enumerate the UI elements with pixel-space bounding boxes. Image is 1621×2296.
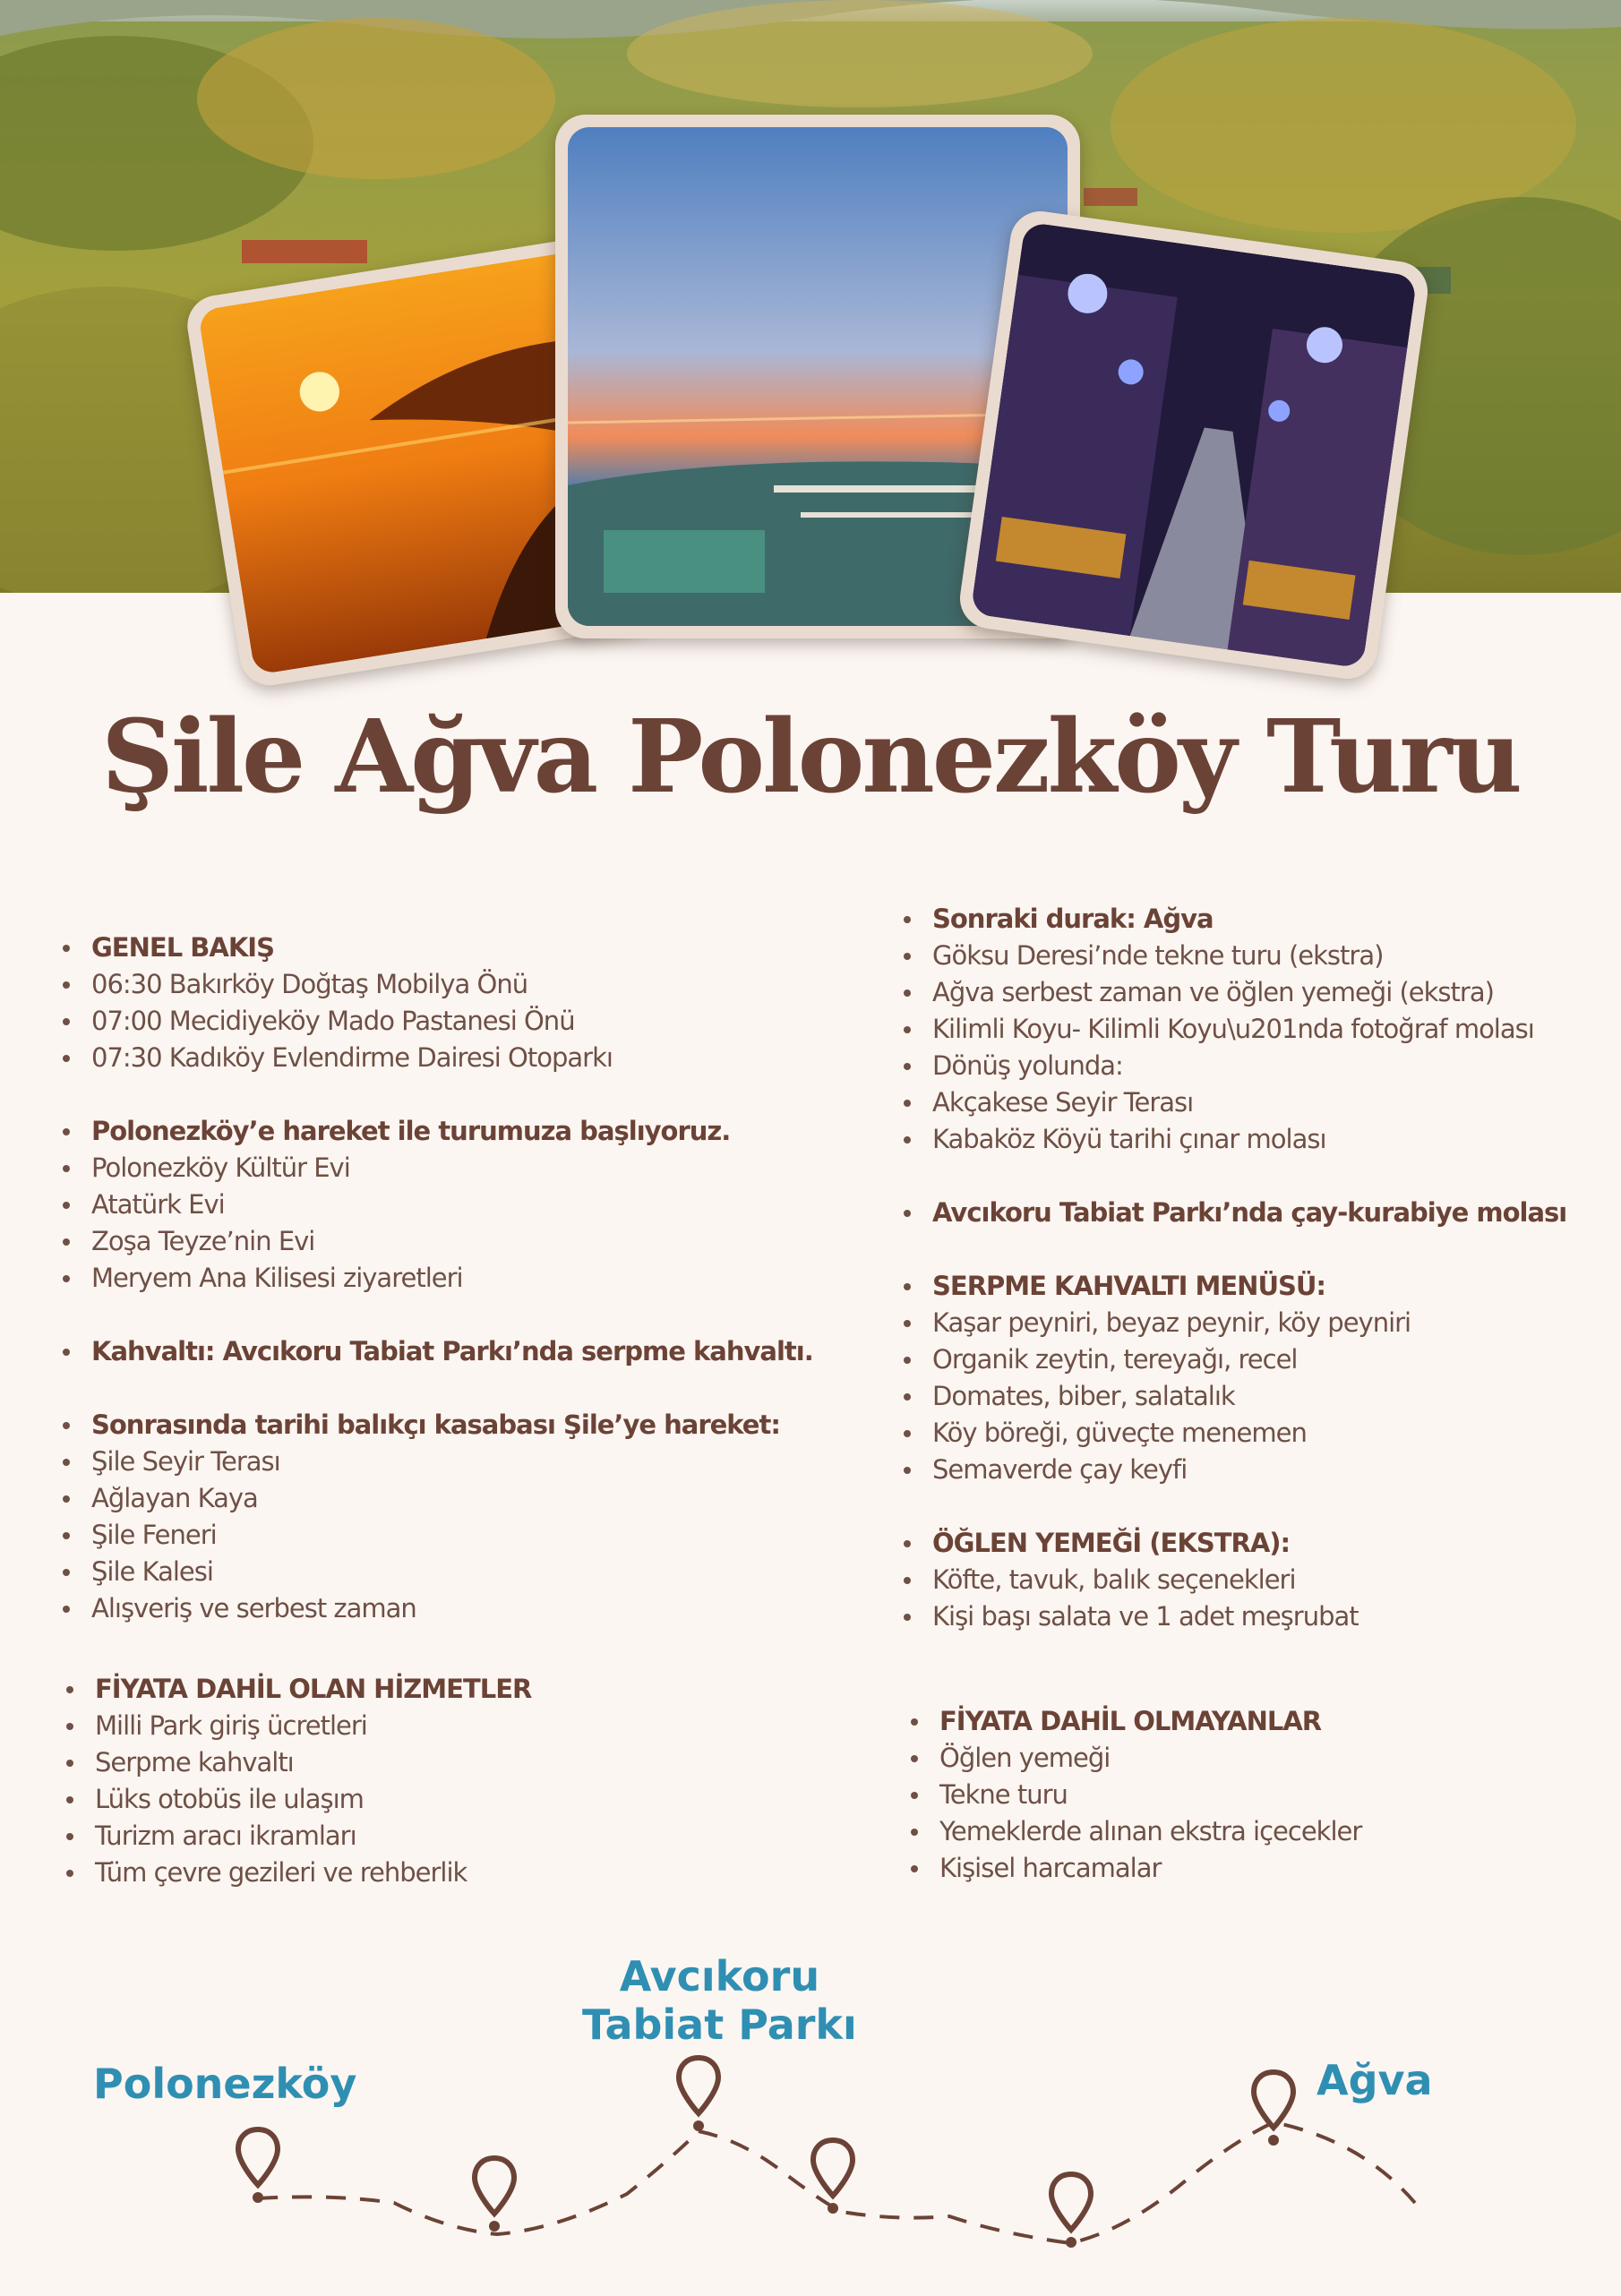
list-item: Göksu Deresi’nde tekne turu (ekstra) — [898, 938, 1615, 974]
itinerary-list-left — [57, 930, 828, 1627]
list-heading: FİYATA DAHİL OLAN HİZMETLER — [61, 1671, 831, 1708]
list-item: Şile Kalesi — [57, 1554, 828, 1590]
list-spacer — [898, 1231, 1615, 1268]
list-item: Dönüş yolunda: — [898, 1048, 1615, 1084]
map-pin-icon — [675, 2054, 722, 2133]
list-heading: SERPME KAHVALTI MENÜSÜ: — [898, 1268, 1615, 1305]
list-item: Turizm aracı ikramları — [61, 1818, 831, 1855]
list-item: Organik zeytin, tereyağı, recel — [898, 1341, 1615, 1378]
list-item: Serpme kahvaltı — [61, 1744, 831, 1781]
map-pin-icon — [235, 2126, 281, 2205]
list-heading: Sonraki durak: Ağva — [898, 901, 1615, 938]
route-middle-line2: Tabiat Parkı — [582, 2000, 857, 2049]
list-item: Domates, biber, salatalık — [898, 1378, 1615, 1415]
list-item: Yemeklerde alınan ekstra içecekler — [905, 1813, 1621, 1850]
list-item: Meryem Ana Kilisesi ziyaretleri — [57, 1260, 828, 1297]
photo-festive-street — [956, 208, 1432, 683]
list-item: Atatürk Evi — [57, 1187, 828, 1223]
list-item: Kaşar peyniri, beyaz peynir, köy peyniri — [898, 1305, 1615, 1341]
list-item: Köfte, tavuk, balık seçenekleri — [898, 1562, 1615, 1598]
list-item: Polonezköy Kültür Evi — [57, 1150, 828, 1187]
route-map — [0, 1934, 1621, 2292]
map-pin-icon — [810, 2137, 856, 2215]
excluded-services-list — [905, 1703, 1621, 1887]
list-heading: Avcıkoru Tabiat Parkı’nda çay-kurabiye molası — [898, 1195, 1615, 1231]
list-item: Şile Seyir Terası — [57, 1444, 828, 1480]
itinerary-right-column — [898, 901, 1615, 1635]
list-item: 07:00 Mecidiyeköy Mado Pastanesi Önü — [57, 1003, 828, 1040]
route-end-label: Ağva — [1317, 2056, 1433, 2104]
list-heading: Polonezköy’e hareket ile turumuza başlıyoruz. — [57, 1113, 828, 1150]
list-item: Semaverde çay keyfi — [898, 1452, 1615, 1488]
map-pin-icon — [1048, 2171, 1094, 2249]
list-item: Zoşa Teyze’nin Evi — [57, 1223, 828, 1260]
list-item: Tüm çevre gezileri ve rehberlik — [61, 1855, 831, 1891]
list-item: Milli Park giriş ücretleri — [61, 1708, 831, 1744]
list-spacer — [57, 1370, 828, 1407]
list-item: Öğlen yemeği — [905, 1740, 1621, 1777]
itinerary-left-column — [57, 930, 828, 1627]
list-spacer — [898, 1488, 1615, 1525]
list-heading: Kahvaltı: Avcıkoru Tabiat Parkı’nda serpme kahvaltı. — [57, 1333, 828, 1370]
route-middle-label — [582, 1952, 857, 2049]
list-spacer — [57, 1076, 828, 1113]
list-spacer — [57, 1297, 828, 1333]
list-item: Ağlayan Kaya — [57, 1480, 828, 1517]
itinerary-list-right — [898, 901, 1615, 1635]
map-pin-icon — [1250, 2069, 1297, 2147]
list-item: Ağva serbest zaman ve öğlen yemeği (ekstra) — [898, 974, 1615, 1011]
list-item: Kabaköz Köyü tarihi çınar molası — [898, 1121, 1615, 1158]
list-spacer — [898, 1158, 1615, 1195]
list-item: Kişisel harcamalar — [905, 1850, 1621, 1887]
list-item: 06:30 Bakırköy Doğtaş Mobilya Önü — [57, 966, 828, 1003]
list-item: Kişi başı salata ve 1 adet meşrubat — [898, 1598, 1615, 1635]
list-item: Köy böreği, güveçte menemen — [898, 1415, 1615, 1452]
list-item: Lüks otobüs ile ulaşım — [61, 1781, 831, 1818]
list-heading: ÖĞLEN YEMEĞİ (EKSTRA): — [898, 1525, 1615, 1562]
excluded-services-column — [905, 1703, 1621, 1887]
list-item: Kilimli Koyu- Kilimli Koyu\u201nda fotoğraf molası — [898, 1011, 1615, 1048]
map-pin-icon — [471, 2155, 518, 2233]
route-start-label: Polonezköy — [93, 2060, 357, 2108]
list-heading: GENEL BAKIŞ — [57, 930, 828, 966]
list-heading: Sonrasında tarihi balıkçı kasabası Şile’ye hareket: — [57, 1407, 828, 1444]
included-services-list — [61, 1671, 831, 1891]
page-title: Şile Ağva Polonezköy Turu — [101, 698, 1520, 816]
list-item: Şile Feneri — [57, 1517, 828, 1554]
included-services-column — [61, 1671, 831, 1891]
list-item: Alışveriş ve serbest zaman — [57, 1590, 828, 1627]
list-item: Tekne turu — [905, 1777, 1621, 1813]
list-item: 07:30 Kadıköy Evlendirme Dairesi Otoparkı — [57, 1040, 828, 1076]
route-middle-line1: Avcıkoru — [619, 1952, 820, 2000]
list-item: Akçakese Seyir Terası — [898, 1084, 1615, 1121]
list-heading: FİYATA DAHİL OLMAYANLAR — [905, 1703, 1621, 1740]
